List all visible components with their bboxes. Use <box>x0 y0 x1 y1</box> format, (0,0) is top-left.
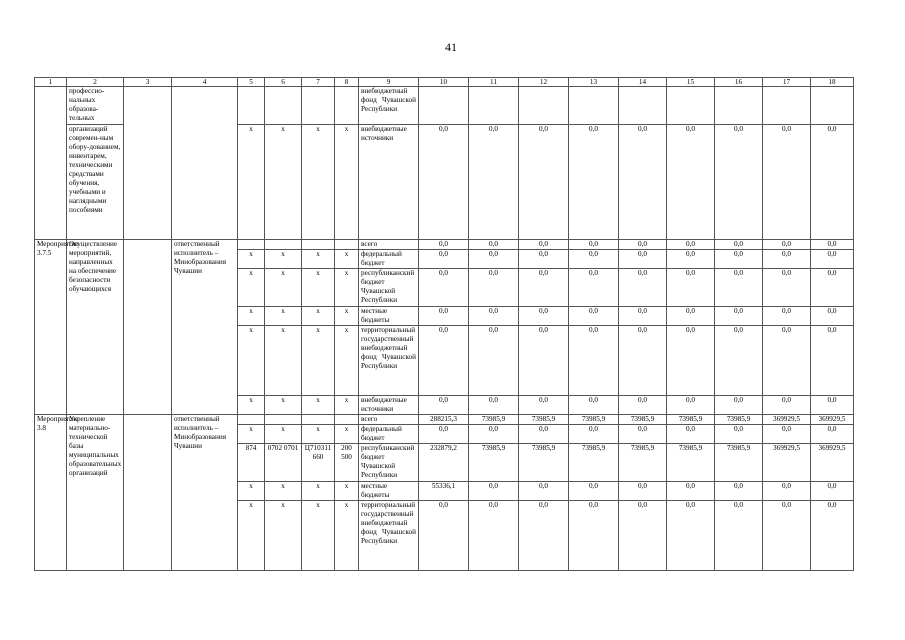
executor <box>172 87 238 240</box>
code-c8: x <box>335 425 359 444</box>
amount-cell: 0,0 <box>763 250 811 269</box>
amount-cell: 0,0 <box>619 501 667 571</box>
header-row <box>35 78 854 87</box>
amount-cell: 0,0 <box>811 501 854 571</box>
header-cell: 13 <box>569 78 619 87</box>
amount-cell: 0,0 <box>619 125 667 240</box>
amount-cell: 0,0 <box>619 482 667 501</box>
funding-source: территориальный государственный внебюджетный фонд Чувашской Республики <box>359 326 419 396</box>
amount-cell: 0,0 <box>419 250 469 269</box>
amount-cell: 0,0 <box>469 326 519 396</box>
amount-cell: 0,0 <box>569 240 619 250</box>
amount-cell: 0,0 <box>519 307 569 326</box>
amount-cell <box>419 87 469 125</box>
funding-source: территориальный государственный внебюджетный фонд Чувашской Республики <box>359 501 419 571</box>
amount-cell: 0,0 <box>667 425 715 444</box>
amount-cell: 0,0 <box>569 269 619 307</box>
amount-cell: 0,0 <box>469 396 519 415</box>
amount-cell: 0,0 <box>569 250 619 269</box>
amount-cell: 0,0 <box>569 425 619 444</box>
amount-cell: 0,0 <box>469 240 519 250</box>
amount-cell: 0,0 <box>419 125 469 240</box>
code-c8: x <box>335 396 359 415</box>
amount-cell: 0,0 <box>569 396 619 415</box>
funding-source: всего <box>359 240 419 250</box>
amount-cell: 0,0 <box>715 250 763 269</box>
header-cell: 11 <box>469 78 519 87</box>
funding-source: республиканский бюджет Чувашской Республики <box>359 269 419 307</box>
amount-cell: 369929,5 <box>763 415 811 425</box>
amount-cell <box>619 87 667 125</box>
measure-id: Мероприятие 3.8 <box>35 415 67 571</box>
amount-cell: 0,0 <box>469 482 519 501</box>
amount-cell: 0,0 <box>619 240 667 250</box>
amount-cell: 73985,9 <box>667 415 715 425</box>
amount-cell: 0,0 <box>667 125 715 240</box>
amount-cell: 0,0 <box>469 125 519 240</box>
amount-cell: 0,0 <box>619 425 667 444</box>
amount-cell: 0,0 <box>763 326 811 396</box>
code-c7: x <box>302 250 335 269</box>
funding-source: всего <box>359 415 419 425</box>
amount-cell: 0,0 <box>419 240 469 250</box>
code-c5 <box>238 87 265 125</box>
amount-cell: 0,0 <box>667 501 715 571</box>
measure-id <box>35 87 67 240</box>
code-c8: x <box>335 326 359 396</box>
code-c6: x <box>265 396 302 415</box>
code-c7 <box>302 87 335 125</box>
amount-cell: 288215,3 <box>419 415 469 425</box>
code-c6: x <box>265 425 302 444</box>
funding-source: местные бюджеты <box>359 307 419 326</box>
amount-cell: 0,0 <box>763 396 811 415</box>
amount-cell: 0,0 <box>619 396 667 415</box>
amount-cell: 0,0 <box>469 425 519 444</box>
amount-cell: 73985,9 <box>619 444 667 482</box>
code-c8: x <box>335 501 359 571</box>
amount-cell: 73985,9 <box>715 444 763 482</box>
code-c8: x <box>335 482 359 501</box>
table-row <box>35 240 854 250</box>
code-c7 <box>302 415 335 425</box>
amount-cell: 0,0 <box>569 501 619 571</box>
amount-cell: 0,0 <box>519 250 569 269</box>
header-cell: 12 <box>519 78 569 87</box>
amount-cell: 0,0 <box>469 269 519 307</box>
header-cell: 6 <box>265 78 302 87</box>
amount-cell: 0,0 <box>715 482 763 501</box>
code-c5: x <box>238 501 265 571</box>
amount-cell: 0,0 <box>569 482 619 501</box>
amount-cell: 0,0 <box>569 125 619 240</box>
amount-cell <box>715 87 763 125</box>
amount-cell: 0,0 <box>715 307 763 326</box>
header-cell: 10 <box>419 78 469 87</box>
code-c7: x <box>302 396 335 415</box>
amount-cell: 0,0 <box>715 269 763 307</box>
code-c7: x <box>302 326 335 396</box>
code-c6: x <box>265 269 302 307</box>
amount-cell: 0,0 <box>519 240 569 250</box>
code-c6: 0702 0701 <box>265 444 302 482</box>
amount-cell: 73985,9 <box>569 415 619 425</box>
header-cell: 1 <box>35 78 67 87</box>
amount-cell: 0,0 <box>667 307 715 326</box>
col3-cell <box>124 240 172 415</box>
code-c6: x <box>265 482 302 501</box>
amount-cell: 0,0 <box>419 501 469 571</box>
header-cell: 4 <box>172 78 238 87</box>
amount-cell: 0,0 <box>811 482 854 501</box>
measure-name: Укрепление материально-технической базы муниципальных образовательных организаций <box>67 415 124 571</box>
code-c7: Ц710311 660 <box>302 444 335 482</box>
code-c5 <box>238 240 265 250</box>
header-cell: 17 <box>763 78 811 87</box>
code-c8: 200 500 <box>335 444 359 482</box>
code-c6: x <box>265 307 302 326</box>
amount-cell: 0,0 <box>667 396 715 415</box>
code-c5: x <box>238 307 265 326</box>
code-c8: x <box>335 125 359 240</box>
amount-cell: 0,0 <box>469 501 519 571</box>
header-cell: 5 <box>238 78 265 87</box>
budget-table <box>34 77 854 571</box>
amount-cell: 73985,9 <box>619 415 667 425</box>
amount-cell: 0,0 <box>763 269 811 307</box>
code-c6 <box>265 240 302 250</box>
code-c6: x <box>265 501 302 571</box>
amount-cell: 0,0 <box>715 240 763 250</box>
code-c5: x <box>238 425 265 444</box>
executor: ответственный исполнитель – Минобразования Чувашии <box>172 415 238 571</box>
code-c6: x <box>265 125 302 240</box>
funding-source: федеральный бюджет <box>359 425 419 444</box>
table-row <box>35 415 854 425</box>
page-number: 41 <box>445 40 457 54</box>
header-cell: 3 <box>124 78 172 87</box>
funding-source: внебюджетные источники <box>359 125 419 240</box>
amount-cell: 73985,9 <box>519 415 569 425</box>
amount-cell: 0,0 <box>619 326 667 396</box>
amount-cell: 0,0 <box>715 501 763 571</box>
amount-cell: 0,0 <box>469 250 519 269</box>
amount-cell: 73985,9 <box>519 444 569 482</box>
amount-cell: 0,0 <box>619 307 667 326</box>
amount-cell: 0,0 <box>419 269 469 307</box>
amount-cell: 0,0 <box>667 269 715 307</box>
header-cell: 15 <box>667 78 715 87</box>
measure-name: Осуществление мероприятий, направленных на обеспечение безопасности обучающихся <box>67 240 124 415</box>
amount-cell: 0,0 <box>811 307 854 326</box>
amount-cell: 0,0 <box>763 307 811 326</box>
amount-cell: 0,0 <box>469 307 519 326</box>
amount-cell: 0,0 <box>419 425 469 444</box>
amount-cell: 0,0 <box>667 326 715 396</box>
amount-cell: 0,0 <box>811 326 854 396</box>
amount-cell: 0,0 <box>667 240 715 250</box>
code-c8: x <box>335 250 359 269</box>
amount-cell: 0,0 <box>519 501 569 571</box>
amount-cell: 0,0 <box>519 396 569 415</box>
amount-cell: 73985,9 <box>569 444 619 482</box>
col3-cell <box>124 415 172 571</box>
code-c5: x <box>238 396 265 415</box>
amount-cell: 0,0 <box>811 269 854 307</box>
code-c7: x <box>302 501 335 571</box>
code-c5: x <box>238 269 265 307</box>
code-c6 <box>265 87 302 125</box>
table-row <box>35 87 854 125</box>
funding-source: местные бюджеты <box>359 482 419 501</box>
header-cell: 16 <box>715 78 763 87</box>
amount-cell: 0,0 <box>569 307 619 326</box>
amount-cell <box>763 87 811 125</box>
code-c7: x <box>302 425 335 444</box>
code-c5: x <box>238 482 265 501</box>
amount-cell: 73985,9 <box>469 415 519 425</box>
amount-cell: 0,0 <box>811 125 854 240</box>
amount-cell: 369929,5 <box>811 415 854 425</box>
amount-cell <box>469 87 519 125</box>
measure-name: профессио-нальных образова-тельных <box>67 87 124 125</box>
col3-cell <box>124 87 172 240</box>
amount-cell: 0,0 <box>667 482 715 501</box>
amount-cell <box>569 87 619 125</box>
code-c8: x <box>335 269 359 307</box>
code-c8 <box>335 240 359 250</box>
amount-cell: 0,0 <box>715 396 763 415</box>
amount-cell <box>667 87 715 125</box>
amount-cell: 0,0 <box>419 326 469 396</box>
amount-cell: 0,0 <box>519 482 569 501</box>
amount-cell: 0,0 <box>811 240 854 250</box>
executor: ответственный исполнитель – Минобразования Чувашии <box>172 240 238 415</box>
header-cell: 7 <box>302 78 335 87</box>
amount-cell: 0,0 <box>519 269 569 307</box>
code-c6: x <box>265 326 302 396</box>
amount-cell: 0,0 <box>763 501 811 571</box>
header-cell: 8 <box>335 78 359 87</box>
amount-cell: 0,0 <box>519 125 569 240</box>
amount-cell: 0,0 <box>667 250 715 269</box>
amount-cell: 0,0 <box>763 125 811 240</box>
funding-source: внебюджетные источники <box>359 396 419 415</box>
amount-cell: 0,0 <box>715 125 763 240</box>
amount-cell <box>811 87 854 125</box>
header-cell: 14 <box>619 78 667 87</box>
amount-cell: 0,0 <box>811 425 854 444</box>
code-c7: x <box>302 125 335 240</box>
amount-cell: 0,0 <box>619 269 667 307</box>
code-c7: x <box>302 482 335 501</box>
header-cell: 18 <box>811 78 854 87</box>
funding-source: внебюджетный фонд Чувашской Республики <box>359 87 419 125</box>
code-c7: x <box>302 269 335 307</box>
amount-cell: 0,0 <box>763 425 811 444</box>
code-c5: 874 <box>238 444 265 482</box>
measure-name: организаций современ-ным обору-дованием, инвентарем, техническими средствами обучения, учебными и наглядными пособиями <box>67 125 124 240</box>
code-c6: x <box>265 250 302 269</box>
amount-cell: 0,0 <box>811 250 854 269</box>
amount-cell: 0,0 <box>419 396 469 415</box>
code-c5: x <box>238 125 265 240</box>
amount-cell: 0,0 <box>519 326 569 396</box>
amount-cell: 0,0 <box>569 326 619 396</box>
amount-cell: 0,0 <box>619 250 667 269</box>
amount-cell: 369929,5 <box>811 444 854 482</box>
amount-cell: 55336,1 <box>419 482 469 501</box>
code-c7: x <box>302 307 335 326</box>
funding-source: республиканский бюджет Чувашской Республики <box>359 444 419 482</box>
amount-cell <box>519 87 569 125</box>
amount-cell: 73985,9 <box>715 415 763 425</box>
amount-cell: 0,0 <box>419 307 469 326</box>
code-c5: x <box>238 326 265 396</box>
measure-id: Мероприятие 3.7.5 <box>35 240 67 415</box>
header-cell: 9 <box>359 78 419 87</box>
amount-cell: 0,0 <box>811 396 854 415</box>
amount-cell: 73985,9 <box>469 444 519 482</box>
amount-cell: 73985,9 <box>667 444 715 482</box>
code-c5 <box>238 415 265 425</box>
code-c8 <box>335 87 359 125</box>
code-c7 <box>302 240 335 250</box>
code-c8: x <box>335 307 359 326</box>
amount-cell: 0,0 <box>715 425 763 444</box>
amount-cell: 232879,2 <box>419 444 469 482</box>
amount-cell: 369929,5 <box>763 444 811 482</box>
amount-cell: 0,0 <box>519 425 569 444</box>
amount-cell: 0,0 <box>763 240 811 250</box>
amount-cell: 0,0 <box>715 326 763 396</box>
header-cell: 2 <box>67 78 124 87</box>
code-c5: x <box>238 250 265 269</box>
code-c8 <box>335 415 359 425</box>
amount-cell: 0,0 <box>763 482 811 501</box>
funding-source: федеральный бюджет <box>359 250 419 269</box>
code-c6 <box>265 415 302 425</box>
